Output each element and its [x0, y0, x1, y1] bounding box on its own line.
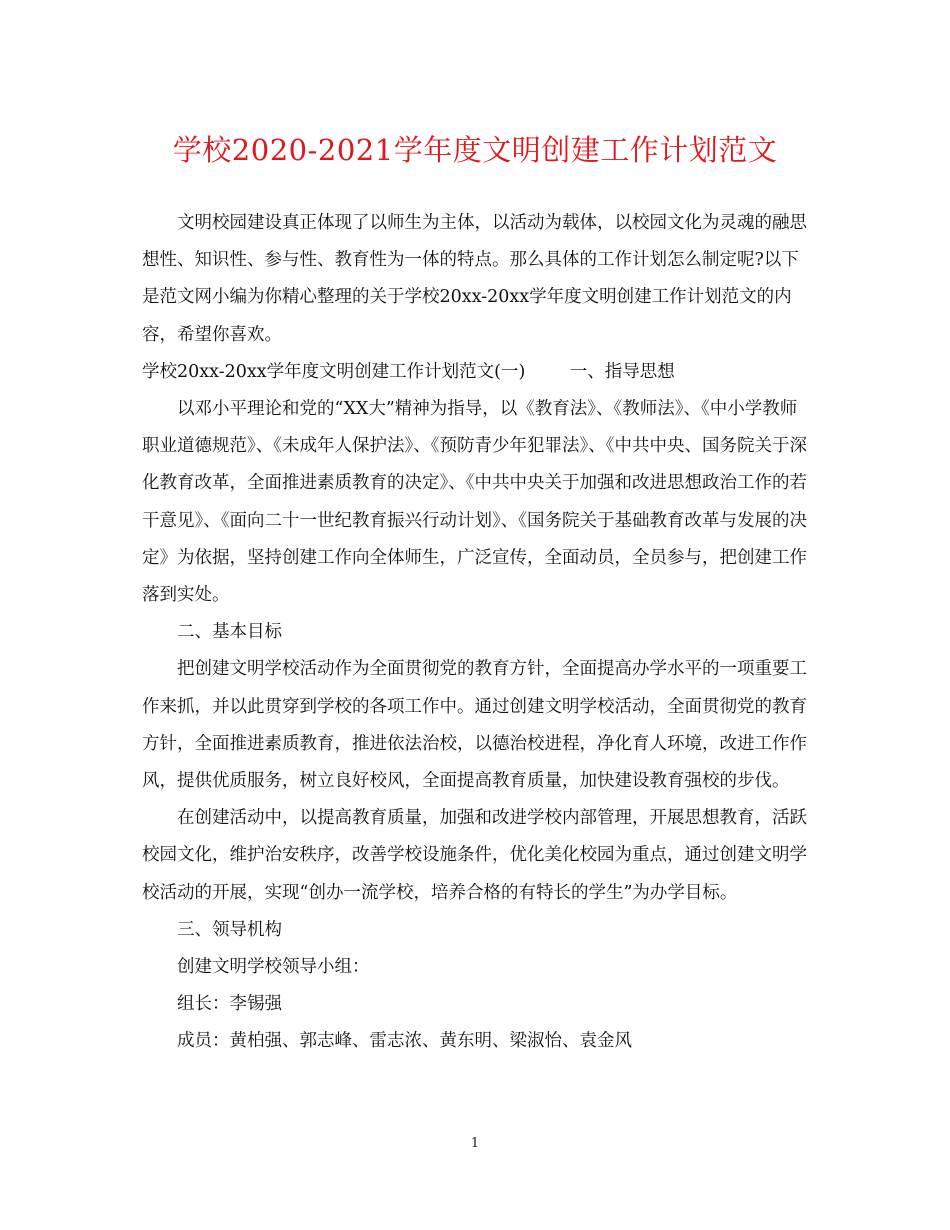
- paragraph-intro: 文明校园建设真正体现了以师生为主体，以活动为载体，以校园文化为灵魂的融思想性、知识性、参与性、教育性为一体的特点。那么具体的工作计划怎么制定呢?以下是范文网小编为你精心整理的关于学校20xx-20xx学年度文明创建工作计划范文的内容，希望你喜欢。: [142, 213, 807, 345]
- paragraph-basic-goals: 把创建文明学校活动作为全面贯彻党的教育方针，全面提高办学水平的一项重要工作来抓，并以此贯穿到学校的各项工作中。通过创建文明学校活动，全面贯彻党的教育方针，全面推进素质教育，推进依法治校，以德治校进程，净化育人环境，改进工作作风，提供优质服务，树立良好校风，全面提高教育质量，加快建设教育强校的步伐。: [142, 659, 807, 792]
- paragraph-guiding-ideology: 以邓小平理论和党的“XX大”精神为指导，以《教育法》、《教师法》、《中小学教师职业道德规范》、《未成年人保护法》、《预防青少年犯罪法》、《中共中央、国务院关于深化教育改革，全面推进素质教育的决定》、《中共中央关于加强和改进思想政治工作的若干意见》、《面向二十一世纪教育振兴行动计划》、《国务院关于基础教育改革与发展的决定》为依据，坚持创建工作向全体师生，广泛宣传，全面动员，全员参与，把创建工作落到实处。: [142, 399, 807, 606]
- heading-basic-goals: 二、基本目标: [177, 622, 282, 643]
- page-number: 1: [470, 1136, 480, 1151]
- paragraph-group-leader: 组长：李锡强: [177, 994, 282, 1015]
- paragraph-leadership-group: 创建文明学校领导小组：: [177, 957, 370, 978]
- paragraph-group-members: 成员：黄柏强、郭志峰、雷志浓、黄东明、梁淑怡、袁金风: [177, 1031, 632, 1052]
- paragraph-activity-focus: 在创建活动中，以提高教育质量，加强和改进学校内部管理，开展思想教育，活跃校园文化，维护治安秩序，改善学校设施条件，优化美化校园为重点，通过创建文明学校活动的开展，实现“创办一流学校，培养合格的有特长的学生”为办学目标。: [142, 808, 807, 903]
- document-body: [142, 205, 808, 1061]
- heading-leadership: 三、领导机构: [177, 919, 282, 940]
- paragraph-section-heading: 学校20xx-20xx学年度文明创建工作计划范文(一) 一、指导思想: [142, 361, 675, 382]
- document-title: 学校2020-2021学年度文明创建工作计划范文: [172, 133, 778, 167]
